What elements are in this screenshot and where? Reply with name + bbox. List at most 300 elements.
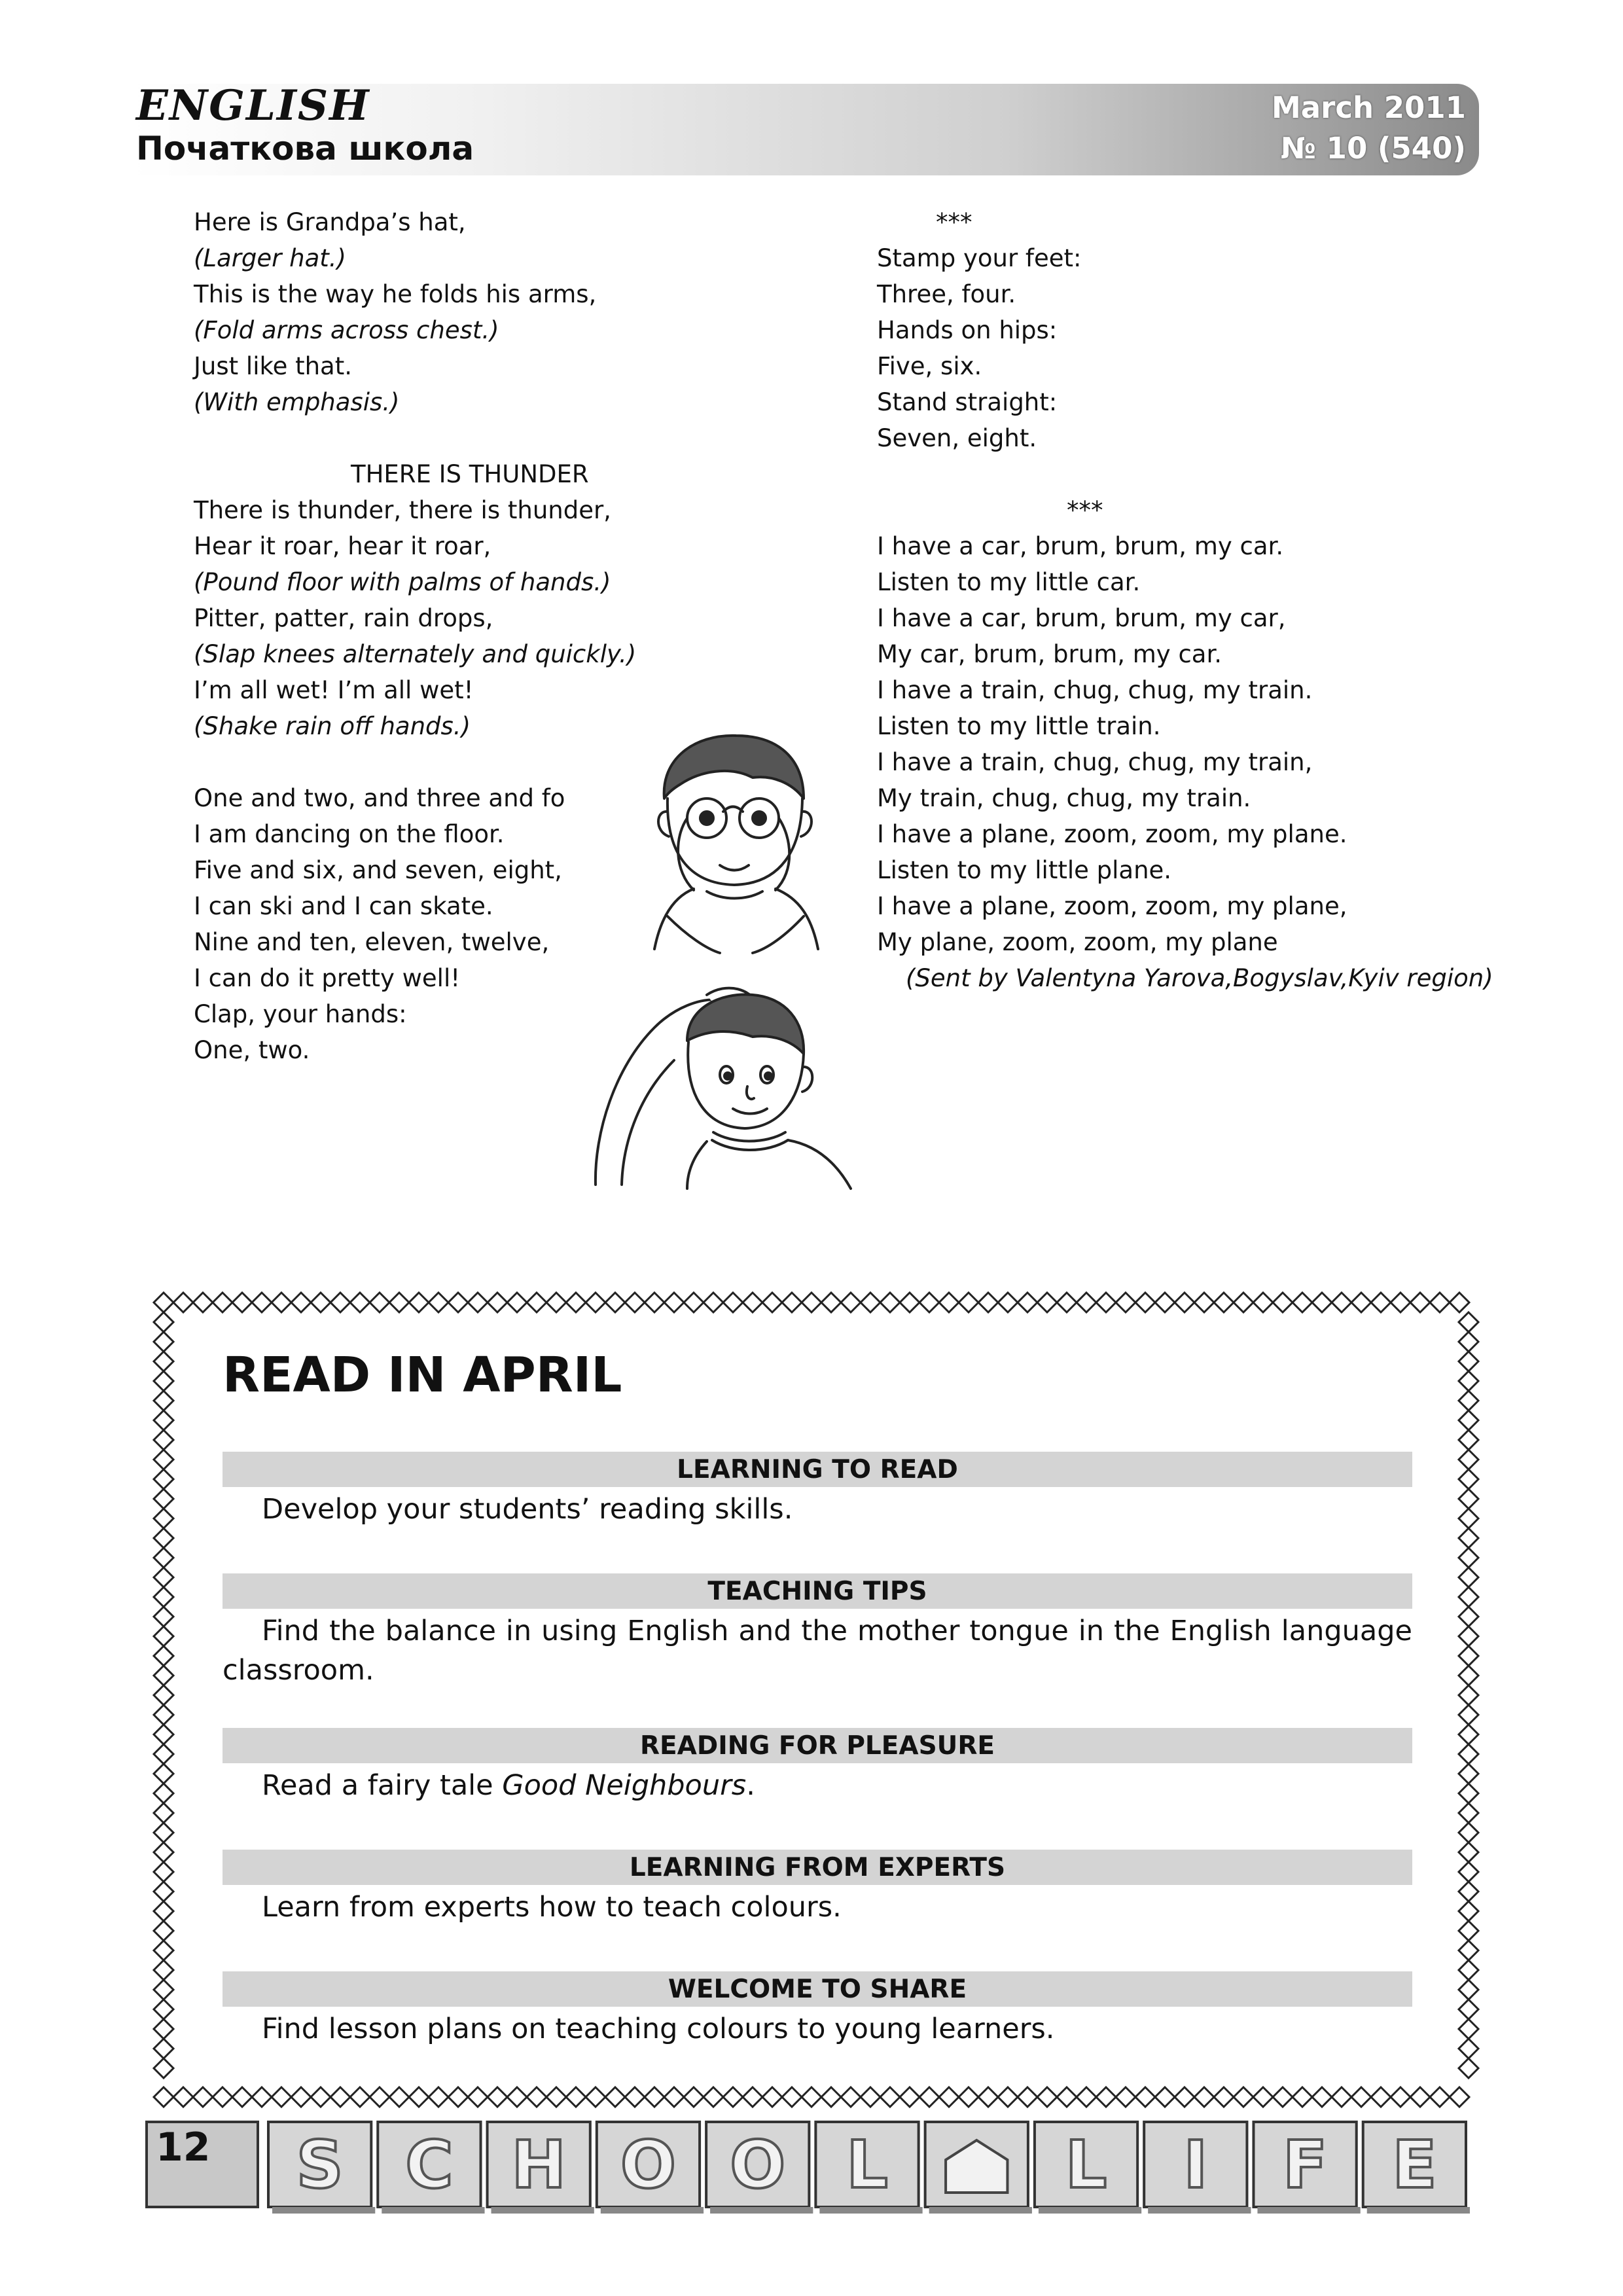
frame-diamond xyxy=(802,2087,821,2107)
section-body: Find the balance in using English and the mother tongue in the English language classroom. xyxy=(223,1615,1412,1687)
frame-diamond xyxy=(154,1901,173,1921)
frame-diamond xyxy=(900,1293,919,1312)
poem-line: I can do it pretty well! xyxy=(194,964,461,992)
frame-diamond xyxy=(919,2087,939,2107)
frame-diamond xyxy=(1459,2000,1478,2019)
frame-diamond xyxy=(939,2087,959,2107)
section-heading: TEACHING TIPS xyxy=(223,1573,1412,1609)
letter-block-letter: L xyxy=(846,2126,888,2203)
frame-diamond xyxy=(1273,2087,1293,2107)
frame-diamond xyxy=(704,1293,723,1312)
frame-diamond xyxy=(900,2087,919,2107)
letter-block-shadow xyxy=(710,2207,813,2214)
issue-date: March 2011 xyxy=(1272,90,1466,125)
read-in-april-title: READ IN APRIL xyxy=(223,1347,622,1403)
poem-line: There is thunder, there is thunder, xyxy=(194,496,611,524)
frame-diamond xyxy=(193,2087,213,2107)
poem-line: THERE IS THUNDER xyxy=(351,460,589,488)
poem-line xyxy=(194,420,636,456)
frame-diamond xyxy=(1459,1823,1478,1842)
frame-diamond xyxy=(1116,1293,1135,1312)
frame-diamond xyxy=(173,1293,193,1312)
frame-diamond xyxy=(1214,2087,1234,2107)
frame-diamond xyxy=(409,2087,429,2107)
frame-diamond xyxy=(429,1293,448,1312)
frame-diamond xyxy=(1018,1293,1037,1312)
frame-diamond xyxy=(1459,1666,1478,1685)
section-teaching-tips xyxy=(223,1573,1412,1690)
body-text-end: . xyxy=(746,1769,755,1802)
frame-diamond xyxy=(252,1293,272,1312)
poem-line: Seven, eight. xyxy=(877,424,1037,452)
letter-block-letter: L xyxy=(1065,2126,1107,2203)
poem-line: My train, chug, chug, my train. xyxy=(877,784,1251,812)
frame-diamond xyxy=(1459,2019,1478,2039)
poem-line: (With emphasis.) xyxy=(194,388,400,416)
frame-diamond xyxy=(998,1293,1018,1312)
frame-diamond xyxy=(1459,1489,1478,1509)
frame-diamond xyxy=(1253,2087,1273,2107)
frame-diamond xyxy=(154,1764,173,1784)
frame-diamond xyxy=(1371,1293,1391,1312)
frame-diamond xyxy=(213,2087,232,2107)
frame-diamond xyxy=(1459,1980,1478,2000)
frame-diamond xyxy=(1293,1293,1312,1312)
frame-diamond xyxy=(1430,1293,1450,1312)
frame-diamond xyxy=(154,1784,173,1803)
poem-line: I’m all wet! I’m all wet! xyxy=(194,676,474,704)
frame-diamond xyxy=(1459,1784,1478,1803)
frame-diamond xyxy=(1332,2087,1351,2107)
frame-diamond xyxy=(1234,2087,1253,2107)
poem-line: Here is Grandpa’s hat, xyxy=(194,208,466,236)
frame-diamond xyxy=(1351,2087,1371,2107)
frame-diamond xyxy=(154,1803,173,1823)
frame-diamond xyxy=(1459,1587,1478,1607)
frame-diamond xyxy=(154,1666,173,1685)
frame-diamond xyxy=(154,1568,173,1587)
poem-line: Five, six. xyxy=(877,352,982,380)
poem-line xyxy=(194,744,636,780)
frame-diamond xyxy=(1135,2087,1155,2107)
frame-diamond xyxy=(232,1293,252,1312)
frame-diamond xyxy=(1459,1332,1478,1352)
letter-block-shadow xyxy=(1367,2207,1470,2214)
poem-line: Just like that. xyxy=(194,352,352,380)
frame-diamond xyxy=(1450,2087,1469,2107)
frame-diamond xyxy=(762,1293,782,1312)
frame-diamond xyxy=(154,1607,173,1626)
frame-diamond xyxy=(625,2087,645,2107)
frame-diamond xyxy=(527,1293,546,1312)
frame-diamond xyxy=(664,1293,684,1312)
section-heading: LEARNING FROM EXPERTS xyxy=(223,1850,1412,1885)
frame-diamond xyxy=(998,2087,1018,2107)
frame-diamond xyxy=(880,2087,900,2107)
frame-diamond xyxy=(1459,1646,1478,1666)
frame-diamond xyxy=(311,1293,330,1312)
poem-line xyxy=(877,456,1493,492)
frame-diamond xyxy=(154,1352,173,1371)
frame-diamond xyxy=(389,1293,409,1312)
poem-line: One and two, and three and fo xyxy=(194,784,565,812)
frame-diamond xyxy=(154,1528,173,1548)
frame-diamond xyxy=(154,1626,173,1646)
frame-diamond xyxy=(213,1293,232,1312)
poem-line: This is the way he folds his arms, xyxy=(194,280,597,308)
frame-diamond xyxy=(154,1391,173,1410)
frame-diamond xyxy=(1459,1548,1478,1568)
poem-line: (Larger hat.) xyxy=(194,244,346,272)
frame-diamond xyxy=(154,1489,173,1509)
frame-diamond xyxy=(468,1293,488,1312)
frame-diamond xyxy=(154,1293,173,1312)
frame-diamond xyxy=(1459,1371,1478,1391)
poem-line: Clap, your hands: xyxy=(194,1000,407,1028)
frame-diamond xyxy=(605,2087,625,2107)
frame-diamond xyxy=(743,1293,762,1312)
frame-diamond xyxy=(546,2087,566,2107)
poem-column-right xyxy=(877,204,1493,996)
section-heading: LEARNING TO READ xyxy=(223,1452,1412,1487)
poem-line: (Slap knees alternately and quickly.) xyxy=(194,640,637,668)
frame-diamond xyxy=(645,1293,664,1312)
frame-diamond xyxy=(173,2087,193,2107)
frame-diamond xyxy=(1332,1293,1351,1312)
frame-diamond xyxy=(1459,1960,1478,1980)
frame-diamond xyxy=(154,2039,173,2058)
frame-diamond xyxy=(1077,1293,1096,1312)
frame-diamond xyxy=(1175,1293,1194,1312)
frame-diamond xyxy=(1312,2087,1332,2107)
frame-diamond xyxy=(1096,2087,1116,2107)
frame-diamond xyxy=(154,1332,173,1352)
letter-block-letter: E xyxy=(1392,2126,1437,2203)
frame-diamond xyxy=(782,2087,802,2107)
poem-line: Five and six, and seven, eight, xyxy=(194,856,562,884)
frame-diamond xyxy=(978,2087,998,2107)
frame-diamond xyxy=(1459,2039,1478,2058)
letter-block-shadow xyxy=(491,2207,594,2214)
frame-diamond xyxy=(1253,1293,1273,1312)
poem-line: (Pound floor with palms of hands.) xyxy=(194,568,611,596)
poem-line: Stamp your feet: xyxy=(877,244,1082,272)
frame-diamond xyxy=(1037,1293,1057,1312)
frame-diamond xyxy=(1459,2058,1478,2078)
frame-diamond xyxy=(154,2019,173,2039)
frame-diamond xyxy=(507,1293,527,1312)
frame-diamond xyxy=(1096,1293,1116,1312)
frame-diamond xyxy=(409,1293,429,1312)
frame-diamond xyxy=(821,1293,841,1312)
poem-line: My plane, zoom, zoom, my plane xyxy=(877,928,1278,956)
frame-diamond xyxy=(154,1980,173,2000)
frame-diamond xyxy=(1459,1450,1478,1469)
letter-block-shadow xyxy=(382,2207,484,2214)
frame-diamond xyxy=(1459,1764,1478,1784)
frame-diamond xyxy=(959,2087,978,2107)
frame-diamond xyxy=(1459,1469,1478,1489)
frame-diamond xyxy=(154,1685,173,1705)
frame-diamond xyxy=(154,2087,173,2107)
frame-diamond xyxy=(1234,1293,1253,1312)
frame-diamond xyxy=(154,1312,173,1332)
section-heading: WELCOME TO SHARE xyxy=(223,1971,1412,2007)
frame-diamond xyxy=(429,2087,448,2107)
frame-diamond xyxy=(1459,1842,1478,1862)
frame-diamond xyxy=(154,1823,173,1842)
frame-diamond xyxy=(1459,1312,1478,1332)
frame-diamond xyxy=(1459,1921,1478,1941)
issue-number: № 10 (540) xyxy=(1280,131,1466,166)
frame-diamond xyxy=(546,1293,566,1312)
frame-diamond xyxy=(370,1293,389,1312)
frame-diamond xyxy=(154,1725,173,1744)
poem-line: I have a car, brum, brum, my car, xyxy=(877,604,1286,632)
poem-line: Nine and ten, eleven, twelve, xyxy=(194,928,550,956)
frame-diamond xyxy=(488,2087,507,2107)
frame-diamond xyxy=(1459,1685,1478,1705)
frame-diamond xyxy=(625,1293,645,1312)
frame-diamond xyxy=(272,1293,291,1312)
frame-diamond xyxy=(841,1293,861,1312)
frame-diamond xyxy=(311,2087,330,2107)
poem-line: I have a plane, zoom, zoom, my plane. xyxy=(877,820,1347,848)
magazine-subtitle: Початкова школа xyxy=(136,130,474,168)
frame-diamond xyxy=(802,1293,821,1312)
letter-block-letter: S xyxy=(296,2126,344,2203)
page-number: 12 xyxy=(156,2125,211,2170)
frame-diamond xyxy=(1155,2087,1175,2107)
frame-diamond xyxy=(154,1430,173,1450)
body-text: Read a fairy tale xyxy=(262,1769,503,1802)
poem-line: (Shake rain off hands.) xyxy=(194,712,471,740)
frame-diamond xyxy=(154,1960,173,1980)
frame-diamond xyxy=(350,2087,370,2107)
frame-diamond xyxy=(1037,2087,1057,2107)
frame-diamond xyxy=(1077,2087,1096,2107)
poem-line: My car, brum, brum, my car. xyxy=(877,640,1222,668)
poem-line: Three, four. xyxy=(877,280,1016,308)
poem-column-left xyxy=(194,204,636,1068)
section-heading: READING FOR PLEASURE xyxy=(223,1728,1412,1763)
frame-diamond xyxy=(1459,1509,1478,1528)
letter-block-shadow xyxy=(272,2207,375,2214)
frame-diamond xyxy=(1459,1352,1478,1371)
frame-diamond xyxy=(291,1293,311,1312)
book-title: Good Neighbours xyxy=(502,1769,747,1802)
frame-diamond xyxy=(468,2087,488,2107)
frame-diamond xyxy=(193,1293,213,1312)
frame-diamond xyxy=(527,2087,546,2107)
frame-diamond xyxy=(154,1744,173,1764)
frame-diamond xyxy=(684,2087,704,2107)
frame-diamond xyxy=(1459,1705,1478,1725)
frame-diamond xyxy=(1371,2087,1391,2107)
frame-diamond xyxy=(252,2087,272,2107)
poem-line: Hear it roar, hear it roar, xyxy=(194,532,491,560)
poem-line: Listen to my little car. xyxy=(877,568,1141,596)
poem-line: (Fold arms across chest.) xyxy=(194,316,499,344)
frame-diamond xyxy=(1135,1293,1155,1312)
section-body: Find lesson plans on teaching colours to young learners. xyxy=(262,2013,1055,2045)
boy-hand-on-head-drawing xyxy=(576,969,864,1191)
poem-line: *** xyxy=(936,208,972,236)
frame-diamond xyxy=(1116,2087,1135,2107)
frame-diamond xyxy=(291,2087,311,2107)
poem-line: Listen to my little plane. xyxy=(877,856,1172,884)
frame-diamond xyxy=(232,2087,252,2107)
frame-diamond xyxy=(605,1293,625,1312)
poem-line: I have a train, chug, chug, my train, xyxy=(877,748,1313,776)
frame-diamond xyxy=(880,1293,900,1312)
school-life-footer xyxy=(144,2108,1479,2232)
magazine-title: ENGLISH xyxy=(136,81,370,130)
frame-diamond xyxy=(586,2087,605,2107)
frame-diamond xyxy=(154,1469,173,1489)
frame-diamond xyxy=(1194,1293,1214,1312)
frame-diamond xyxy=(448,1293,468,1312)
frame-diamond xyxy=(1273,1293,1293,1312)
frame-diamond xyxy=(154,1705,173,1725)
section-learning-to-read xyxy=(223,1452,1412,1529)
frame-diamond xyxy=(154,1450,173,1469)
frame-diamond xyxy=(1155,1293,1175,1312)
letter-block-letter: C xyxy=(405,2126,454,2203)
frame-diamond xyxy=(861,2087,880,2107)
letter-block-shadow xyxy=(601,2207,704,2214)
frame-diamond xyxy=(154,1842,173,1862)
frame-diamond xyxy=(330,1293,350,1312)
poem-line: *** xyxy=(1067,496,1103,524)
section-welcome-to-share xyxy=(223,1971,1412,2049)
poem-line: Pitter, patter, rain drops, xyxy=(194,604,493,632)
frame-diamond xyxy=(330,2087,350,2107)
frame-diamond xyxy=(1459,1568,1478,1587)
frame-diamond xyxy=(1391,2087,1410,2107)
poem-line: Stand straight: xyxy=(877,388,1058,416)
frame-diamond xyxy=(1410,1293,1430,1312)
frame-diamond xyxy=(154,1921,173,1941)
frame-diamond xyxy=(1214,1293,1234,1312)
letter-block-shadow xyxy=(1257,2207,1360,2214)
poem-line: (Sent by Valentyna Yarova,Bogyslav,Kyiv region) xyxy=(906,964,1493,992)
frame-diamond xyxy=(1430,2087,1450,2107)
frame-diamond xyxy=(507,2087,527,2107)
frame-diamond xyxy=(1351,1293,1371,1312)
frame-diamond xyxy=(154,1509,173,1528)
frame-diamond xyxy=(154,1548,173,1568)
frame-diamond xyxy=(154,1587,173,1607)
frame-diamond xyxy=(370,2087,389,2107)
frame-diamond xyxy=(1194,2087,1214,2107)
frame-diamond xyxy=(154,1371,173,1391)
section-body xyxy=(223,1766,1412,1805)
frame-diamond xyxy=(841,2087,861,2107)
frame-diamond xyxy=(154,1882,173,1901)
frame-diamond xyxy=(664,2087,684,2107)
section-reading-for-pleasure xyxy=(223,1728,1412,1805)
section-learning-from-experts xyxy=(223,1850,1412,1927)
frame-diamond xyxy=(389,2087,409,2107)
letter-block-letter: H xyxy=(511,2126,567,2203)
frame-diamond xyxy=(1312,1293,1332,1312)
frame-diamond xyxy=(762,2087,782,2107)
frame-diamond xyxy=(1293,2087,1312,2107)
frame-diamond xyxy=(684,1293,704,1312)
frame-diamond xyxy=(1391,1293,1410,1312)
poem-line: I am dancing on the floor. xyxy=(194,820,505,848)
section-body: Develop your students’ reading skills. xyxy=(262,1493,793,1526)
frame-diamond xyxy=(566,1293,586,1312)
letter-block-letter: O xyxy=(730,2126,786,2203)
letter-block-letter: I xyxy=(1183,2126,1208,2203)
frame-diamond xyxy=(272,2087,291,2107)
section-body: Learn from experts how to teach colours. xyxy=(262,1891,842,1924)
poem-line: I have a plane, zoom, zoom, my plane, xyxy=(877,892,1347,920)
letter-block-letter: O xyxy=(620,2126,676,2203)
frame-diamond xyxy=(1410,2087,1430,2107)
frame-diamond xyxy=(1459,1882,1478,1901)
boy-binoculars-drawing xyxy=(596,720,857,956)
frame-diamond xyxy=(1459,1725,1478,1744)
frame-diamond xyxy=(154,1646,173,1666)
frame-diamond xyxy=(350,1293,370,1312)
frame-diamond xyxy=(1175,2087,1194,2107)
frame-diamond xyxy=(939,1293,959,1312)
poem-line: I have a train, chug, chug, my train. xyxy=(877,676,1313,704)
frame-diamond xyxy=(978,1293,998,1312)
poem-line: I can ski and I can skate. xyxy=(194,892,493,920)
letter-block-shadow xyxy=(1039,2207,1141,2214)
frame-diamond xyxy=(821,2087,841,2107)
frame-diamond xyxy=(919,1293,939,1312)
frame-diamond xyxy=(154,2000,173,2019)
frame-diamond xyxy=(1459,1626,1478,1646)
frame-diamond xyxy=(1057,1293,1077,1312)
frame-diamond xyxy=(448,2087,468,2107)
frame-diamond xyxy=(1450,1293,1469,1312)
frame-diamond xyxy=(1459,1410,1478,1430)
frame-diamond xyxy=(1459,1901,1478,1921)
frame-diamond xyxy=(586,1293,605,1312)
frame-diamond xyxy=(959,1293,978,1312)
frame-diamond xyxy=(1459,1862,1478,1882)
frame-diamond xyxy=(1459,1744,1478,1764)
frame-diamond xyxy=(1459,1430,1478,1450)
frame-diamond xyxy=(1459,1607,1478,1626)
frame-diamond xyxy=(1459,1941,1478,1960)
frame-diamond xyxy=(566,2087,586,2107)
poem-line: Hands on hips: xyxy=(877,316,1058,344)
frame-diamond xyxy=(1459,1391,1478,1410)
frame-diamond xyxy=(154,1941,173,1960)
frame-diamond xyxy=(488,1293,507,1312)
frame-diamond xyxy=(704,2087,723,2107)
frame-diamond xyxy=(154,1862,173,1882)
frame-diamond xyxy=(1459,1803,1478,1823)
frame-diamond xyxy=(154,1410,173,1430)
frame-diamond xyxy=(743,2087,762,2107)
frame-diamond xyxy=(723,1293,743,1312)
frame-diamond xyxy=(645,2087,664,2107)
frame-diamond xyxy=(1057,2087,1077,2107)
letter-block-shadow xyxy=(1148,2207,1251,2214)
letter-block-shadow xyxy=(819,2207,922,2214)
frame-diamond xyxy=(782,1293,802,1312)
frame-diamond xyxy=(723,2087,743,2107)
poem-line: One, two. xyxy=(194,1036,310,1064)
